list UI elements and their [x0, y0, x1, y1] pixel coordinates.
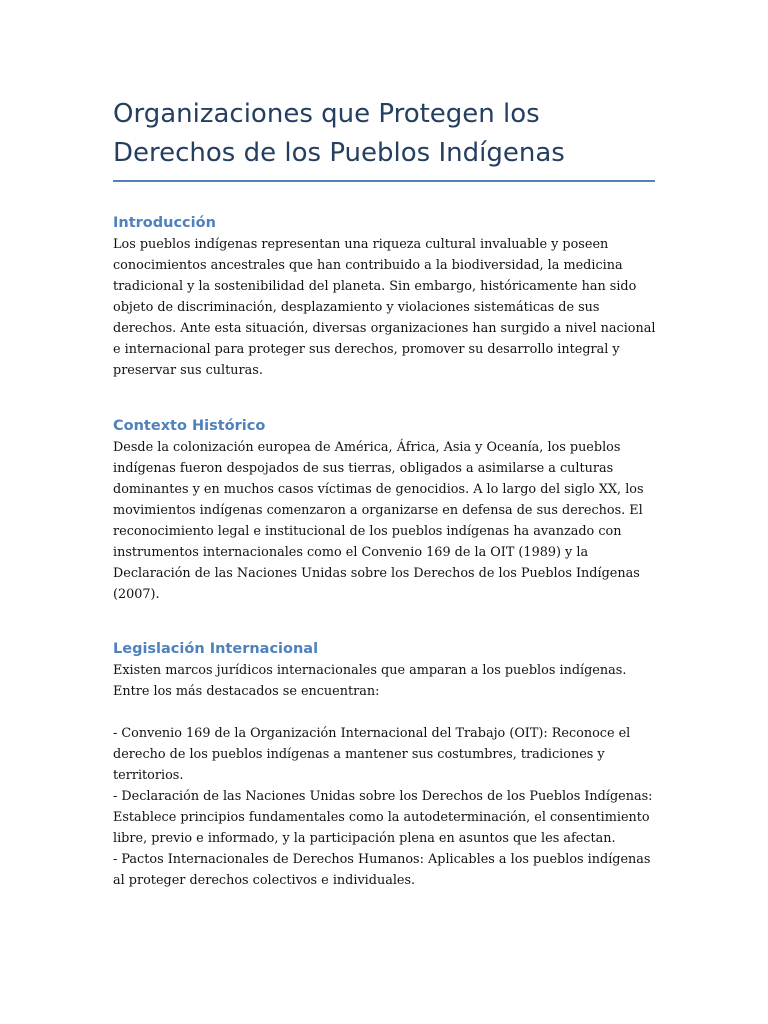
- section-introduccion: [113, 212, 658, 381]
- list-item: - Pactos Internacionales de Derechos Humanos: Aplicables a los pueblos indígenas al proteger derechos colectivos e individuales.: [113, 852, 651, 888]
- title-underline: [113, 180, 655, 182]
- section-contexto-historico: [113, 415, 658, 605]
- section-heading: Introducción: [113, 215, 216, 231]
- section-paragraph: Existen marcos jurídicos internacionales que amparan a los pueblos indígenas. Entre los más destacados se encuentran:: [113, 663, 627, 699]
- section-legislacion-internacional: [113, 638, 658, 891]
- list-item: - Convenio 169 de la Organización Internacional del Trabajo (OIT): Reconoce el derecho de los pueblos indígenas a mantener sus costumbres, tradiciones y territorios.: [113, 726, 631, 783]
- section-heading: Legislación Internacional: [113, 641, 319, 657]
- legislation-list: [113, 723, 658, 891]
- section-paragraph: Los pueblos indígenas representan una riqueza cultural invaluable y poseen conocimientos ancestrales que han contribuido a la biodiversidad, la medicina tradicional y la sostenibilidad del planeta. Sin embargo, históricamente han sido objeto de discriminación, desplazamiento y violaciones sistemáticas de sus derechos. Ante esta situación, diversas organizaciones han surgido a nivel nacional e internacional para proteger sus derechos, promover su desarrollo integral y preservar sus culturas.: [113, 237, 656, 378]
- section-heading: Contexto Histórico: [113, 418, 266, 434]
- section-paragraph: Desde la colonización europea de América, África, Asia y Oceanía, los pueblos indígenas fueron despojados de sus tierras, obligados a asimilarse a culturas dominantes y en muchos casos víctimas de genocidios. A lo largo del siglo XX, los movimientos indígenas comenzaron a organizarse en defensa de sus derechos. El reconocimiento legal e institucional de los pueblos indígenas ha avanzado con instrumentos internacionales como el Convenio 169 de la OIT (1989) y la Declaración de las Naciones Unidas sobre los Derechos de los Pueblos Indígenas (2007).: [113, 440, 644, 602]
- list-item: - Declaración de las Naciones Unidas sobre los Derechos de los Pueblos Indígenas: Establece principios fundamentales como la autodeterminación, el consentimiento libre, previo e informado, y la participación plena en asuntos que les afectan.: [113, 789, 653, 846]
- document-title: Organizaciones que Protegen los Derechos de los Pueblos Indígenas: [113, 99, 565, 168]
